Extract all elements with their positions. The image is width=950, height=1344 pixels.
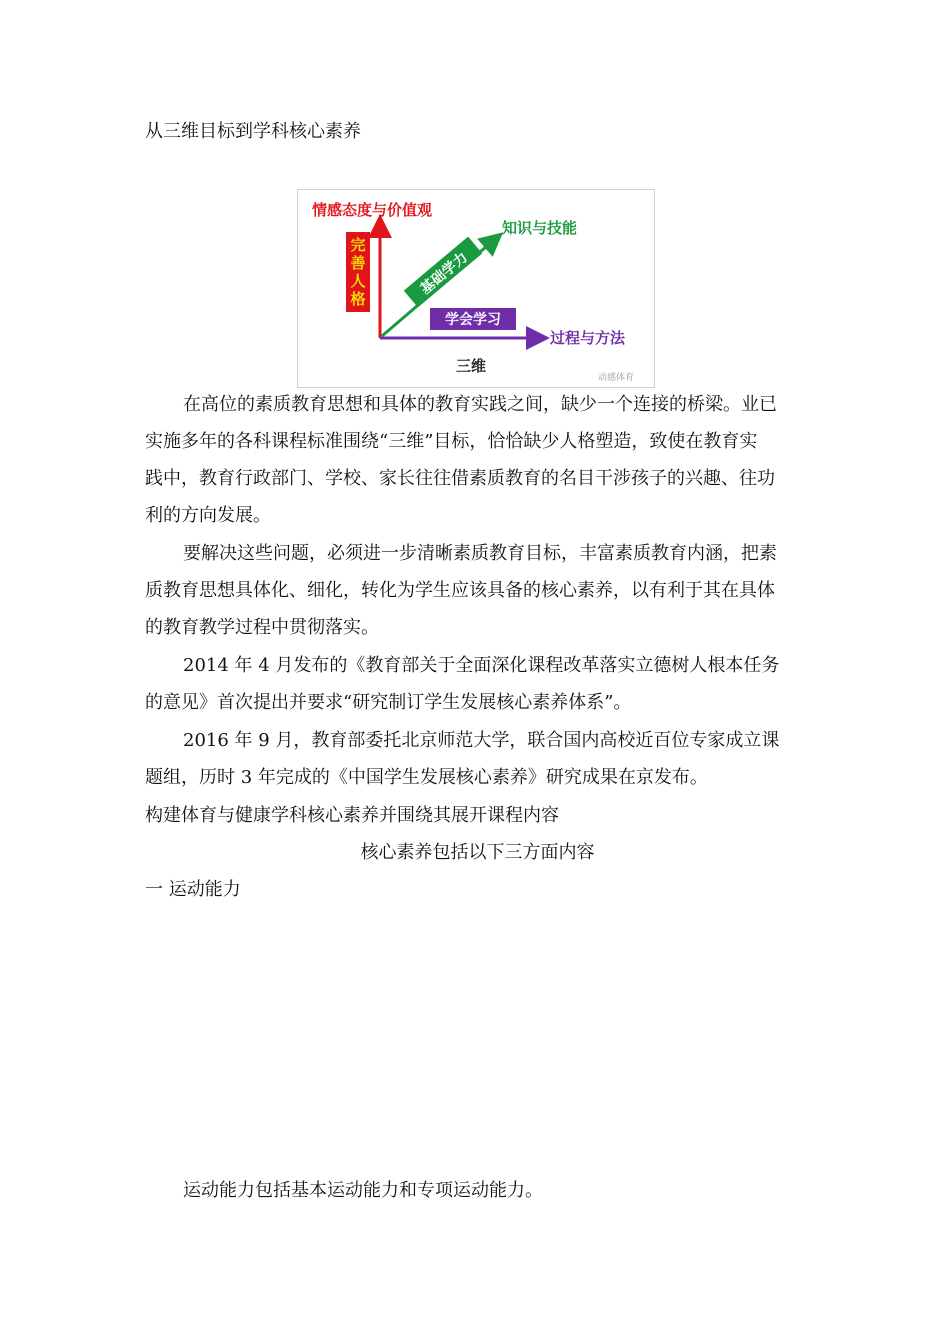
center-title: 核心素养包括以下三方面内容 bbox=[360, 842, 595, 863]
basic-box-group bbox=[404, 237, 482, 308]
knowledge-label: 知识与技能 bbox=[502, 219, 578, 237]
paragraph-2-line-1: 要解决这些问题，必须进一步清晰素质教育目标，丰富素质教育内涵，把素 bbox=[183, 543, 777, 564]
section-heading: 从三维目标到学科核心素养 bbox=[145, 121, 361, 142]
subheading: 构建体育与健康学科核心素养并围绕其展开课程内容 bbox=[145, 805, 559, 826]
paragraph-3-line-2: 的意见》首次提出并要求“研究制订学生发展核心素养体系”。 bbox=[145, 692, 632, 713]
section-one-heading: 一 运动能力 bbox=[145, 879, 241, 900]
three-dimension-diagram bbox=[298, 190, 654, 387]
final-paragraph: 运动能力包括基本运动能力和专项运动能力。 bbox=[183, 1180, 543, 1201]
three-dimension-figure bbox=[297, 189, 655, 388]
paragraph-1-line-3: 践中，教育行政部门、学校、家长往往借素质教育的名目干涉孩子的兴趣、往功 bbox=[145, 468, 775, 489]
paragraph-2-line-3: 的教育教学过程中贯彻落实。 bbox=[145, 617, 379, 638]
paragraph-1-line-2: 实施多年的各科课程标准围绕“三维”目标，恰恰缺少人格塑造，致使在教育实 bbox=[145, 431, 758, 452]
paragraph-1-line-4: 利的方向发展。 bbox=[145, 505, 271, 526]
process-label: 过程与方法 bbox=[550, 329, 626, 347]
personality-char-1: 完 bbox=[350, 236, 366, 254]
paragraph-2-line-2: 质教育思想具体化、细化，转化为学生应该具备的核心素养，以有利于其在具体 bbox=[145, 580, 775, 601]
paragraph-1-line-1: 在高位的素质教育思想和具体的教育实践之间，缺少一个连接的桥梁。业已 bbox=[183, 394, 777, 415]
learn-label: 学会学习 bbox=[445, 312, 501, 328]
watermark-text: 动感体育 bbox=[597, 373, 635, 383]
personality-char-4: 格 bbox=[350, 290, 366, 308]
personality-char-2: 善 bbox=[350, 254, 366, 272]
paragraph-4-line-2: 题组，历时 3 年完成的《中国学生发展核心素养》研究成果在京发布。 bbox=[145, 767, 708, 788]
basic-label: 基础学力 bbox=[417, 249, 471, 298]
caption-label: 三维 bbox=[455, 357, 487, 375]
paragraph-4-line-1: 2016 年 9 月，教育部委托北京师范大学，联合国内高校近百位专家成立课 bbox=[183, 730, 780, 751]
personality-char-3: 人 bbox=[350, 272, 366, 290]
top-label: 情感态度与价值观 bbox=[312, 201, 433, 219]
paragraph-3-line-1: 2014 年 4 月发布的《教育部关于全面深化课程改革落实立德树人根本任务 bbox=[183, 655, 780, 676]
